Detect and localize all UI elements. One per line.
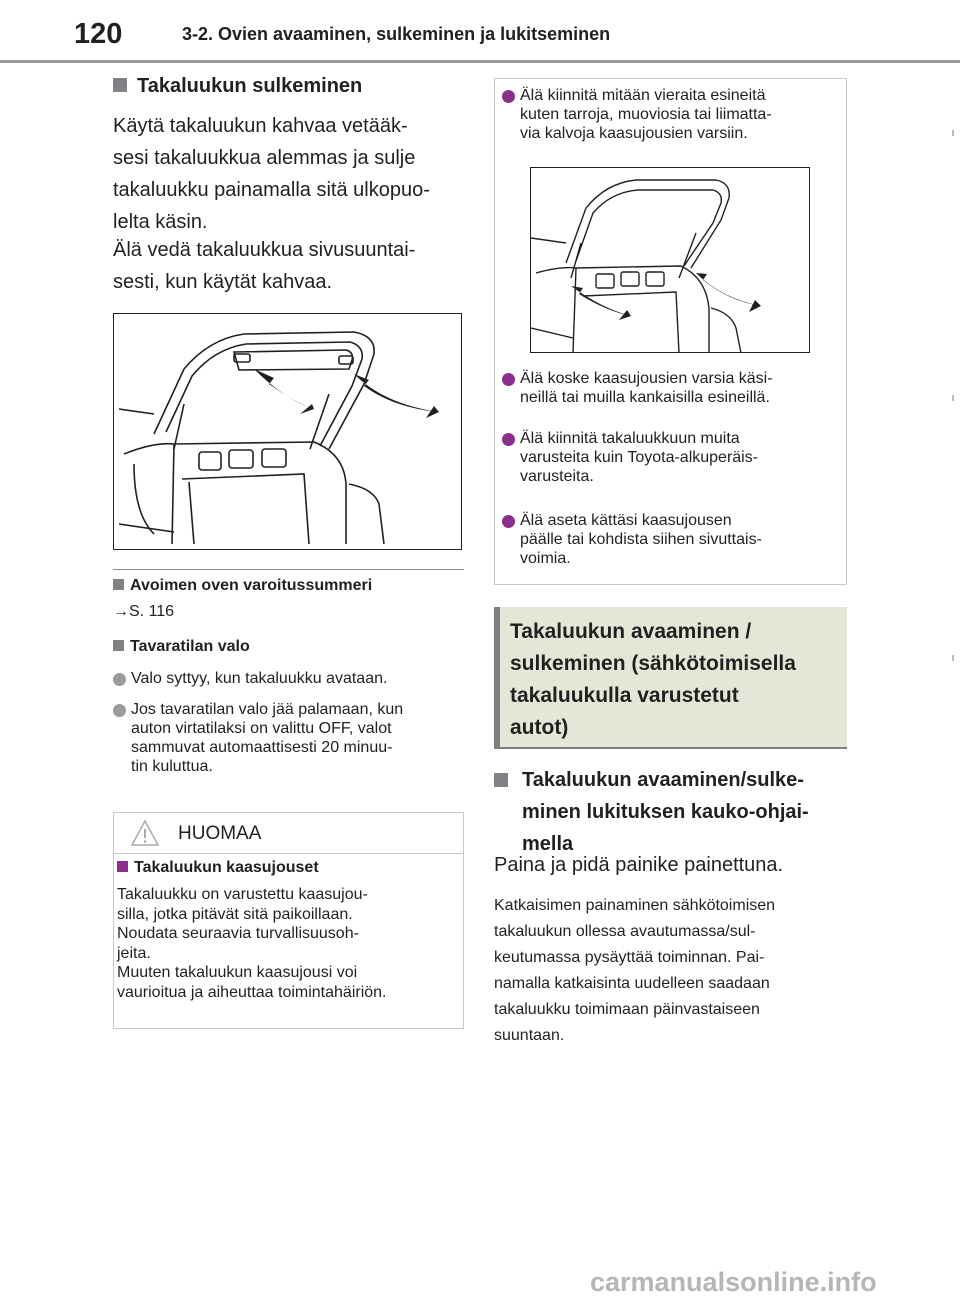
back-door-drawing <box>114 314 462 550</box>
square-bullet-icon <box>113 579 124 590</box>
section-rule <box>113 569 464 570</box>
chapter-title: 3-2. Ovien avaaminen, sulkeminen ja lukitseminen <box>182 24 611 44</box>
notice-box <box>113 812 464 1029</box>
section-heading: Takaluukun sulkeminen <box>113 75 362 98</box>
square-bullet-icon <box>113 78 127 92</box>
gas-strut-illustration <box>530 167 810 353</box>
notice-title: HUOMAA <box>178 823 262 844</box>
section-title: Takaluukun avaaminen / sulkeminen (sähkötoimisella takaluukulla varustetut autot) <box>510 620 796 739</box>
list-item: Älä kiinnitä takaluukkuun muita varusteita kuin Toyota-alkuperäis- varusteita. <box>502 429 842 486</box>
notice-subhead: Takaluukun kaasujouset <box>117 859 319 877</box>
square-bullet-icon <box>494 773 508 787</box>
arrow-right-icon: → <box>113 603 129 620</box>
list-item: Älä kiinnitä mitään vieraita esineitä kuten tarroja, muoviosia tai liimatta- via kalvoja kaasujousien varsiin. <box>502 86 842 143</box>
circle-bullet-icon <box>502 90 515 103</box>
notice-header <box>114 813 463 854</box>
sideways-warning: Älä vedä takaluukkua sivusuuntai- sesti, kun käytät kahvaa. <box>113 239 416 293</box>
square-bullet-icon <box>113 640 124 651</box>
watermark: carmanualsonline.info <box>590 1267 877 1297</box>
square-bullet-icon <box>117 861 128 872</box>
edge-tick <box>952 655 954 661</box>
list-item: Älä aseta kättäsi kaasujousen päälle tai kohdista siihen sivuttais- voimia. <box>502 511 842 568</box>
circle-bullet-icon <box>502 433 515 446</box>
closing-instructions: Käytä takaluukun kahvaa vetääk- sesi takaluukkua alemmas ja sulje takaluukku painamalla sitä ulkopuo- lelta käsin. <box>113 115 430 233</box>
header-divider <box>0 60 960 63</box>
edge-tick <box>952 130 954 136</box>
page-number: 120 <box>74 18 123 50</box>
subhead-remote-control: Takaluukun avaaminen/sulke- minen lukituksen kauko-ohjai- mella <box>494 764 844 860</box>
subhead-warning-buzzer: Avoimen oven varoitussummeri <box>113 577 372 595</box>
instruction-text: Paina ja pidä painike painettuna. <box>494 854 784 876</box>
edge-tick <box>952 395 954 401</box>
circle-bullet-icon <box>113 673 126 686</box>
body-paragraph: Katkaisimen painaminen sähkötoimisen takaluukun ollessa avautumassa/sul- keutumassa pysäyttää toiminnan. Pai- namalla katkaisinta uudelleen saadaan takaluukku toimimaan päinvastaiseen suuntaan. <box>494 897 776 1044</box>
subhead-luggage-light: Tavaratilan valo <box>113 638 250 656</box>
notice-body: Takaluukku on varustettu kaasujou- silla, jotka pitävät sitä paikoillaan. Noudata seuraavia turvallisuusoh- jeita. Muuten takaluukun kaasujousi voi vaurioitua ja aiheuttaa toimintahäiriön. <box>117 886 387 1001</box>
warning-triangle-icon <box>130 819 160 847</box>
section-title-underline <box>494 747 847 749</box>
section-title-block <box>494 607 847 748</box>
page-reference[interactable]: →S. 116 <box>113 603 175 620</box>
gas-strut-drawing <box>531 168 810 353</box>
list-item: Älä koske kaasujousien varsia käsi- neillä tai muilla kankaisilla esineillä. <box>502 369 842 407</box>
back-door-illustration <box>113 313 462 550</box>
list-item: Valo syttyy, kun takaluukku avataan. <box>113 669 463 688</box>
circle-bullet-icon <box>502 373 515 386</box>
circle-bullet-icon <box>113 704 126 717</box>
circle-bullet-icon <box>502 515 515 528</box>
page-header <box>0 0 960 62</box>
list-item: Jos tavaratilan valo jää palamaan, kun auton virtatilaksi on valittu OFF, valot sammuvat automaattisesti 20 minuu- tin kuluttua. <box>113 700 463 776</box>
